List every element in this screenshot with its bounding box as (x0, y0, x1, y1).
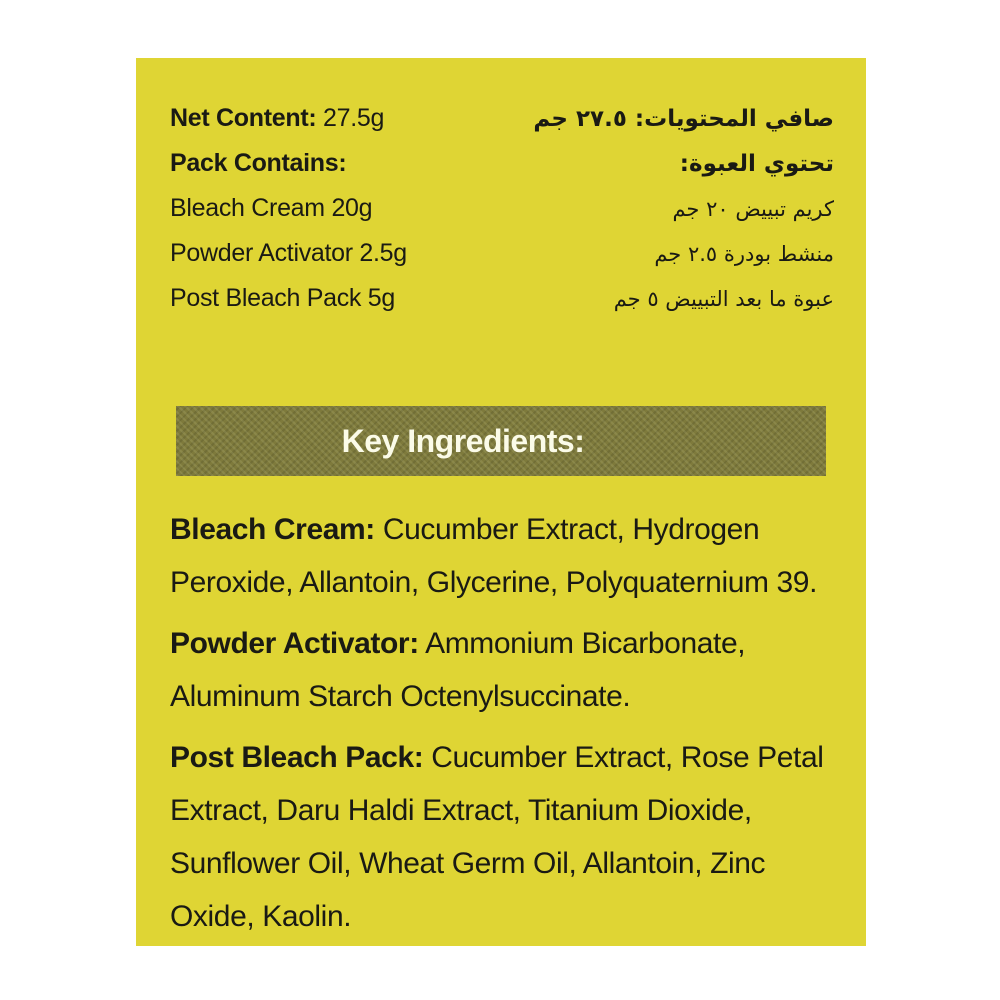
ingredient-text: Ammonium Bicarbonate, Aluminum Starch Octenylsuccinate. (170, 627, 746, 713)
ingredient-text: Cucumber Extract, Rose Petal Extract, Daru Haldi Extract, Titanium Dioxide, Sunflower Oil, Wheat Germ Oil, Allantoin, Zinc Oxide, Kaolin. (170, 741, 824, 933)
ingredient-label: Bleach Cream: (170, 513, 375, 546)
pack-contains-row (170, 141, 834, 186)
pack-item-row (170, 231, 834, 276)
ingredient-paragraph (170, 503, 830, 609)
ingredients-section (170, 503, 830, 951)
pack-item-arabic: منشط بودرة ٢.٥ جم (654, 241, 834, 266)
pack-item-arabic: عبوة ما بعد التبييض ٥ جم (613, 286, 834, 311)
net-content-arabic: صافي المحتويات: ٢٧.٥ جم (533, 105, 834, 132)
net-content-value: 27.5g (316, 104, 385, 132)
pack-item-arabic: كريم تبييض ٢٠ جم (672, 196, 834, 221)
net-content-row (170, 96, 834, 141)
ingredient-label: Post Bleach Pack: (170, 741, 424, 774)
pack-item-en: Bleach Cream 20g (170, 194, 373, 222)
ingredient-paragraph (170, 617, 830, 723)
pack-item-en: Post Bleach Pack 5g (170, 284, 395, 312)
pack-contains-en (170, 149, 346, 178)
key-ingredients-title: Key Ingredients: (341, 422, 585, 459)
ingredient-text: Cucumber Extract, Hydrogen Peroxide, Allantoin, Glycerine, Polyquaternium 39. (170, 513, 818, 599)
pack-item-row (170, 276, 834, 321)
ingredient-paragraph (170, 731, 830, 943)
pack-item-en: Powder Activator 2.5g (170, 239, 407, 267)
product-label-panel (136, 58, 866, 946)
ingredient-label: Powder Activator: (170, 627, 419, 660)
net-content-en (170, 104, 384, 133)
net-content-label: Net Content: (170, 104, 317, 132)
pack-contains-arabic: تحتوي العبوة: (679, 150, 834, 177)
pack-item-row (170, 186, 834, 231)
pack-contains-label: Pack Contains: (170, 149, 347, 177)
key-ingredients-banner (176, 406, 826, 476)
net-contents-section (170, 96, 834, 321)
